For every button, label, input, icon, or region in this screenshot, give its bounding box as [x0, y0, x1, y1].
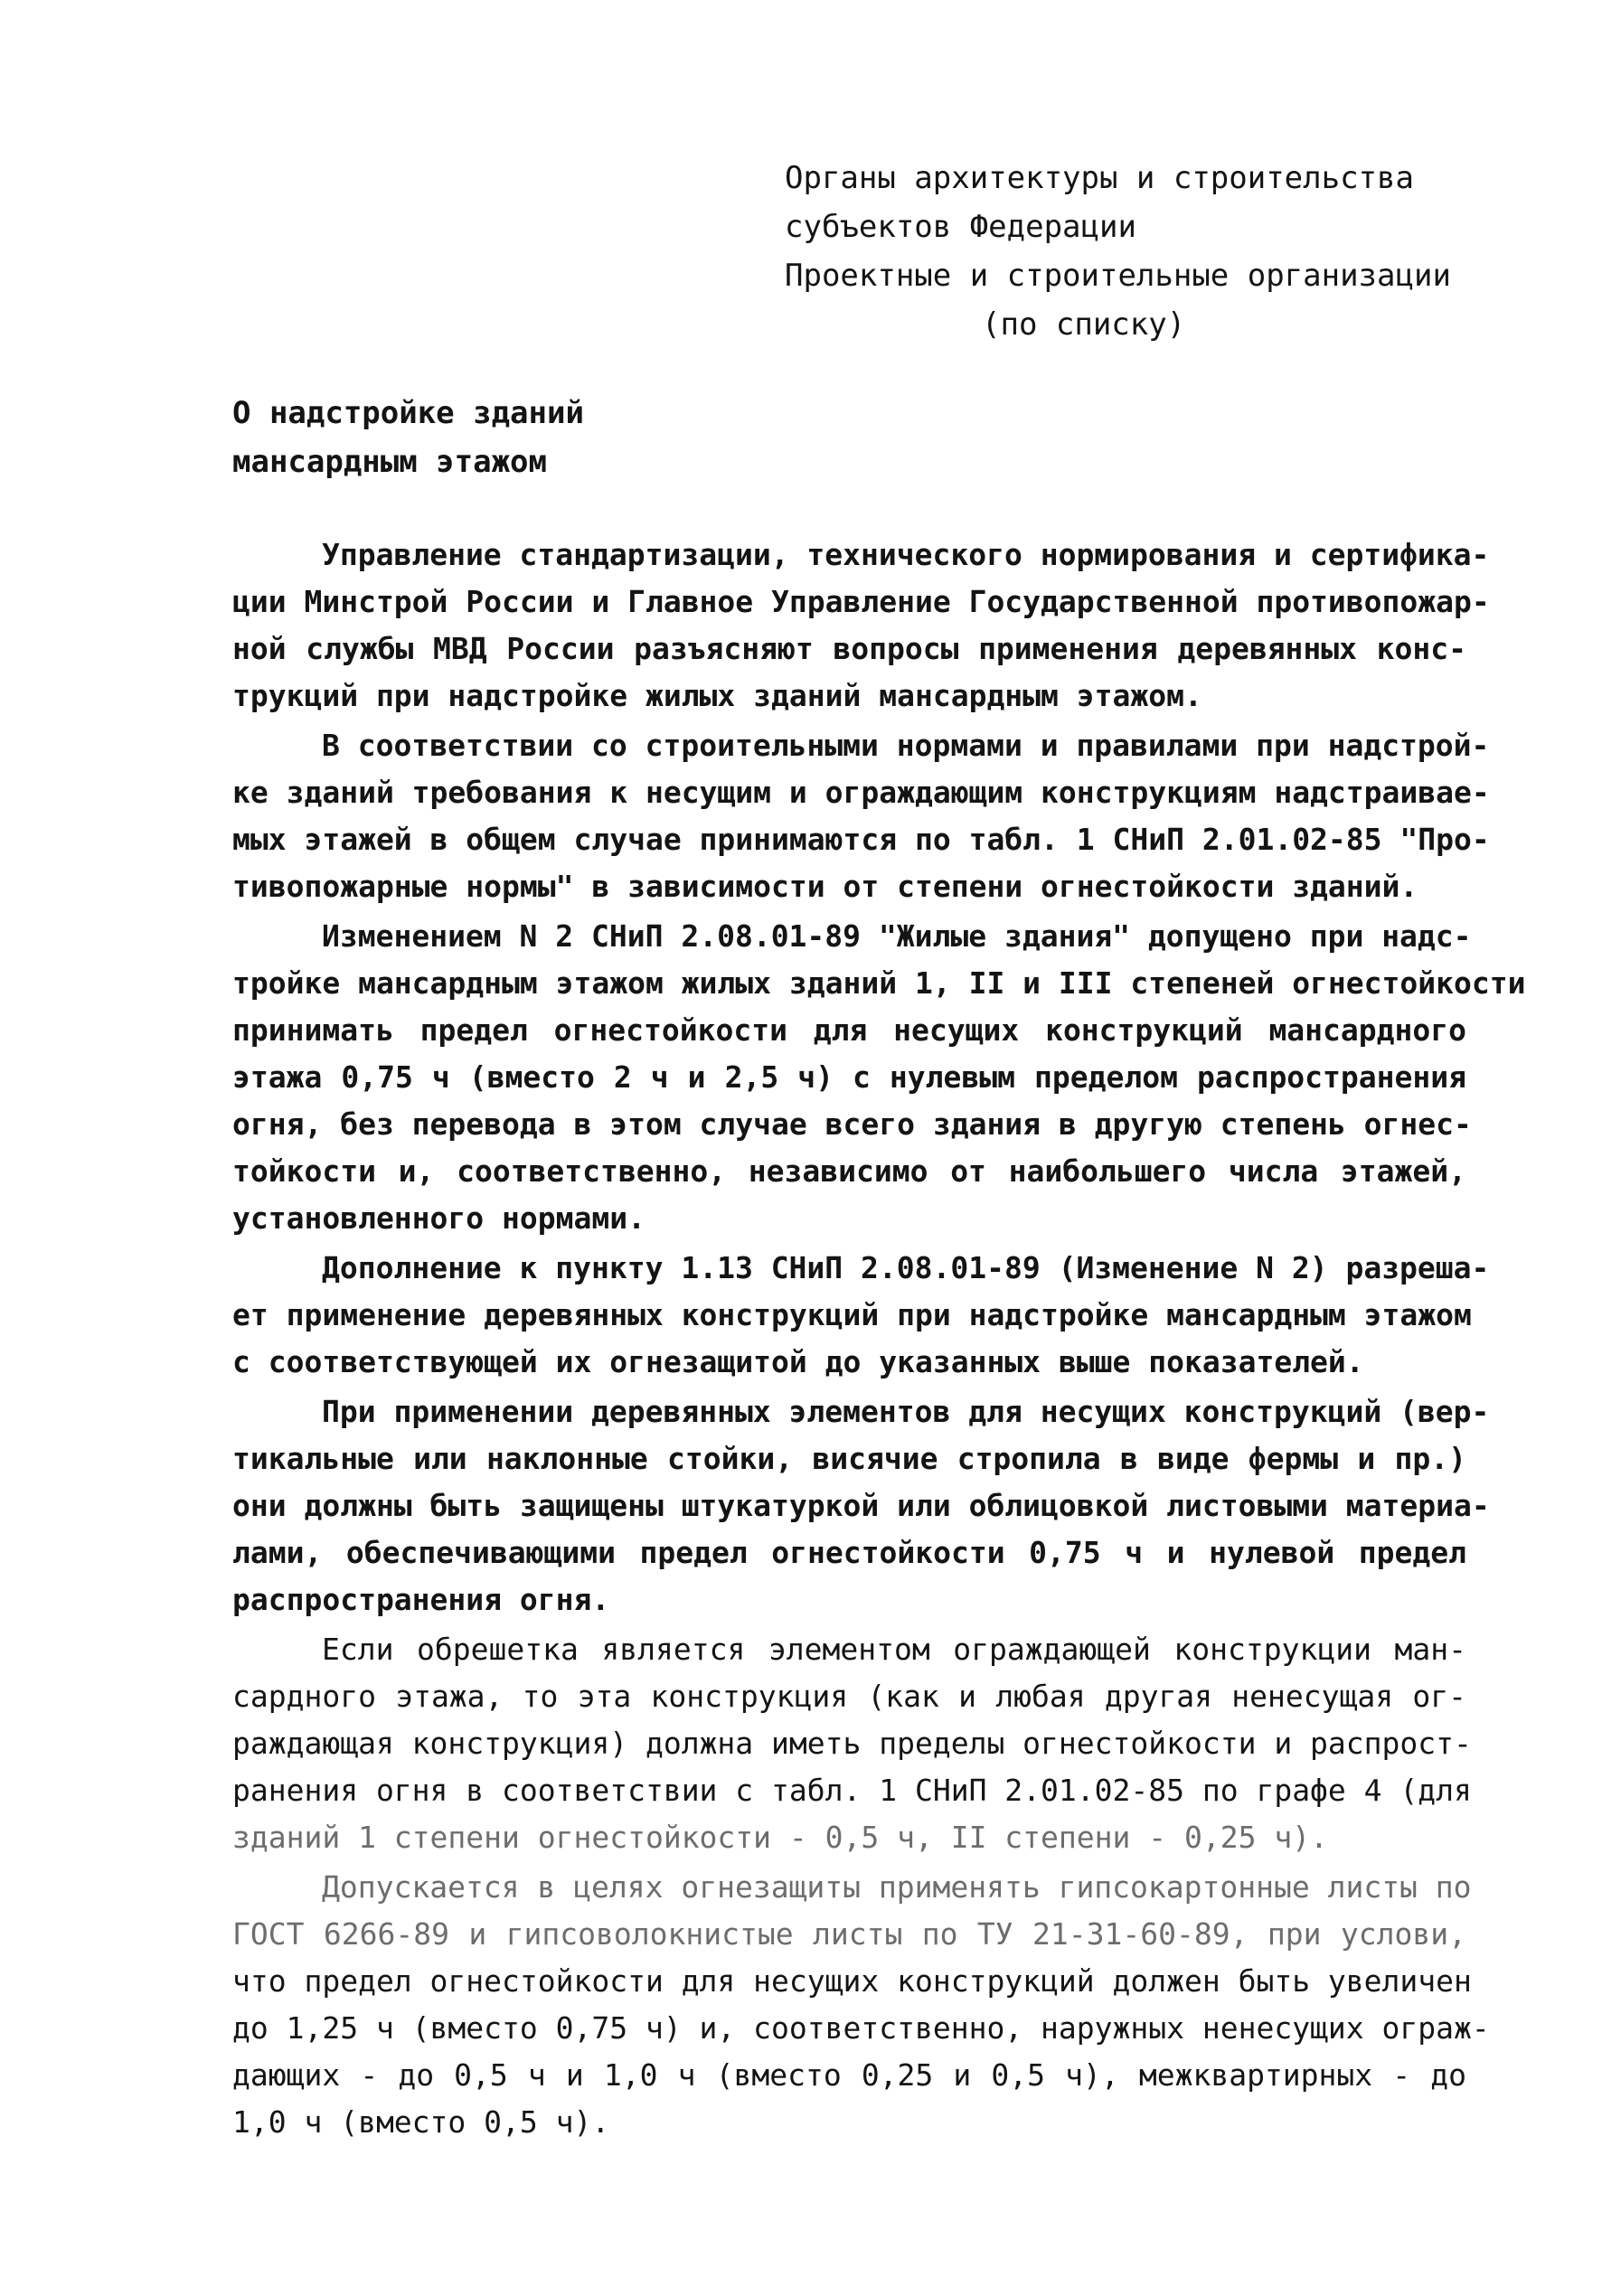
text-line: тройке мансардным этажом жилых зданий 1, II и III степеней огнестойкости: [232, 965, 1526, 1001]
paragraph-amendment-2: [232, 913, 1526, 1242]
text-line: ной службы МВД России разъясняют вопросы применения деревянных конс-: [232, 631, 1466, 666]
text-line: этажа 0,75 ч (вместо 2 ч и 2,5 ч) с нулевым пределом распространения: [232, 1059, 1466, 1095]
text-line: лами, обеспечивающими предел огнестойкости 0,75 ч и нулевой предел: [232, 1535, 1466, 1570]
text-line: ранения огня в соответствии с табл. 1 СНиП 2.01.02-85 по графе 4 (для: [232, 1773, 1472, 1808]
text-line: тикальные или наклонные стойки, висячие стропила в виде фермы и пр.): [232, 1441, 1466, 1476]
text-line: с соответствующей их огнезащитой до указанных выше показателей.: [232, 1344, 1364, 1379]
addressee-line: (по списку): [982, 306, 1186, 343]
text-line: ции Минстрой России и Главное Управление Государственной противопожар-: [232, 584, 1490, 619]
paragraph-addendum: [232, 1245, 1490, 1386]
addressee-line: Проектные и строительные организации: [785, 258, 1451, 294]
text-line: дающих - до 0,5 ч и 1,0 ч (вместо 0,25 и 0,5 ч), межквартирных - до: [232, 2057, 1466, 2093]
text-line: распространения огня.: [232, 1582, 610, 1617]
paragraph-wood-elements: [232, 1388, 1490, 1623]
subject-line: О надстройке зданий: [232, 395, 584, 431]
paragraph-battens: [232, 1626, 1472, 1861]
text-line: В соответствии со строительными нормами и правилами при надстрой-: [322, 728, 1490, 763]
text-line: Если обрешетка является элементом ограждающей конструкции ман-: [322, 1632, 1466, 1667]
paragraph-intro: [232, 532, 1490, 720]
text-line: что предел огнестойкости для несущих конструкций должен быть увеличен: [232, 1963, 1472, 1999]
text-line: до 1,25 ч (вместо 0,75 ч) и, соответственно, наружных ненесущих ограж-: [232, 2010, 1490, 2046]
text-line: ет применение деревянных конструкций при надстройке мансардным этажом: [232, 1297, 1472, 1332]
letter-body: [232, 532, 1526, 2146]
paragraph-gypsum: [232, 1864, 1490, 2146]
text-line: ГОСТ 6266-89 и гипсоволокнистые листы по ТУ 21-31-60-89, при услови,: [232, 1916, 1466, 1952]
text-line: огня, без перевода в этом случае всего здания в другую степень огнес-: [232, 1106, 1472, 1142]
text-line: тивопожарные нормы" в зависимости от степени огнестойкости зданий.: [232, 869, 1418, 904]
subject-line: мансардным этажом: [232, 444, 547, 480]
paragraph-requirements: [232, 722, 1490, 910]
addressee-line: субъектов Федерации: [785, 209, 1136, 245]
text-line: раждающая конструкция) должна иметь пределы огнестойкости и распрост-: [232, 1726, 1472, 1761]
text-line: мых этажей в общем случае принимаются по табл. 1 СНиП 2.01.02-85 "Про-: [232, 822, 1490, 857]
text-line: принимать предел огнестойкости для несущих конструкций мансардного: [232, 1012, 1466, 1048]
text-line: сардного этажа, то эта конструкция (как и любая другая ненесущая ог-: [232, 1679, 1466, 1714]
text-line: зданий 1 степени огнестойкости - 0,5 ч, II степени - 0,25 ч).: [232, 1820, 1328, 1855]
text-line: Изменением N 2 СНиП 2.08.01-89 "Жилые здания" допущено при надс-: [322, 918, 1472, 954]
text-line: При применении деревянных элементов для несущих конструкций (вер-: [322, 1394, 1490, 1429]
text-line: ке зданий требования к несущим и ограждающим конструкциям надстраивае-: [232, 775, 1490, 810]
text-line: установленного нормами.: [232, 1200, 646, 1236]
text-line: трукций при надстройке жилых зданий мансардным этажом.: [232, 678, 1202, 713]
text-line: Управление стандартизации, технического нормирования и сертифика-: [322, 537, 1490, 572]
subject-block: [232, 389, 865, 486]
text-line: они должны быть защищены штукатуркой или облицовкой листовыми материа-: [232, 1488, 1490, 1523]
text-line: 1,0 ч (вместо 0,5 ч).: [232, 2104, 610, 2140]
text-line: Дополнение к пункту 1.13 СНиП 2.08.01-89 (Изменение N 2) разреша-: [322, 1250, 1490, 1285]
addressee-block: [785, 154, 1472, 349]
text-line: тойкости и, соответственно, независимо от наибольшего числа этажей,: [232, 1153, 1466, 1189]
addressee-line: Органы архитектуры и строительства: [785, 160, 1414, 196]
text-line: Допускается в целях огнезащиты применять гипсокартонные листы по: [322, 1869, 1472, 1905]
